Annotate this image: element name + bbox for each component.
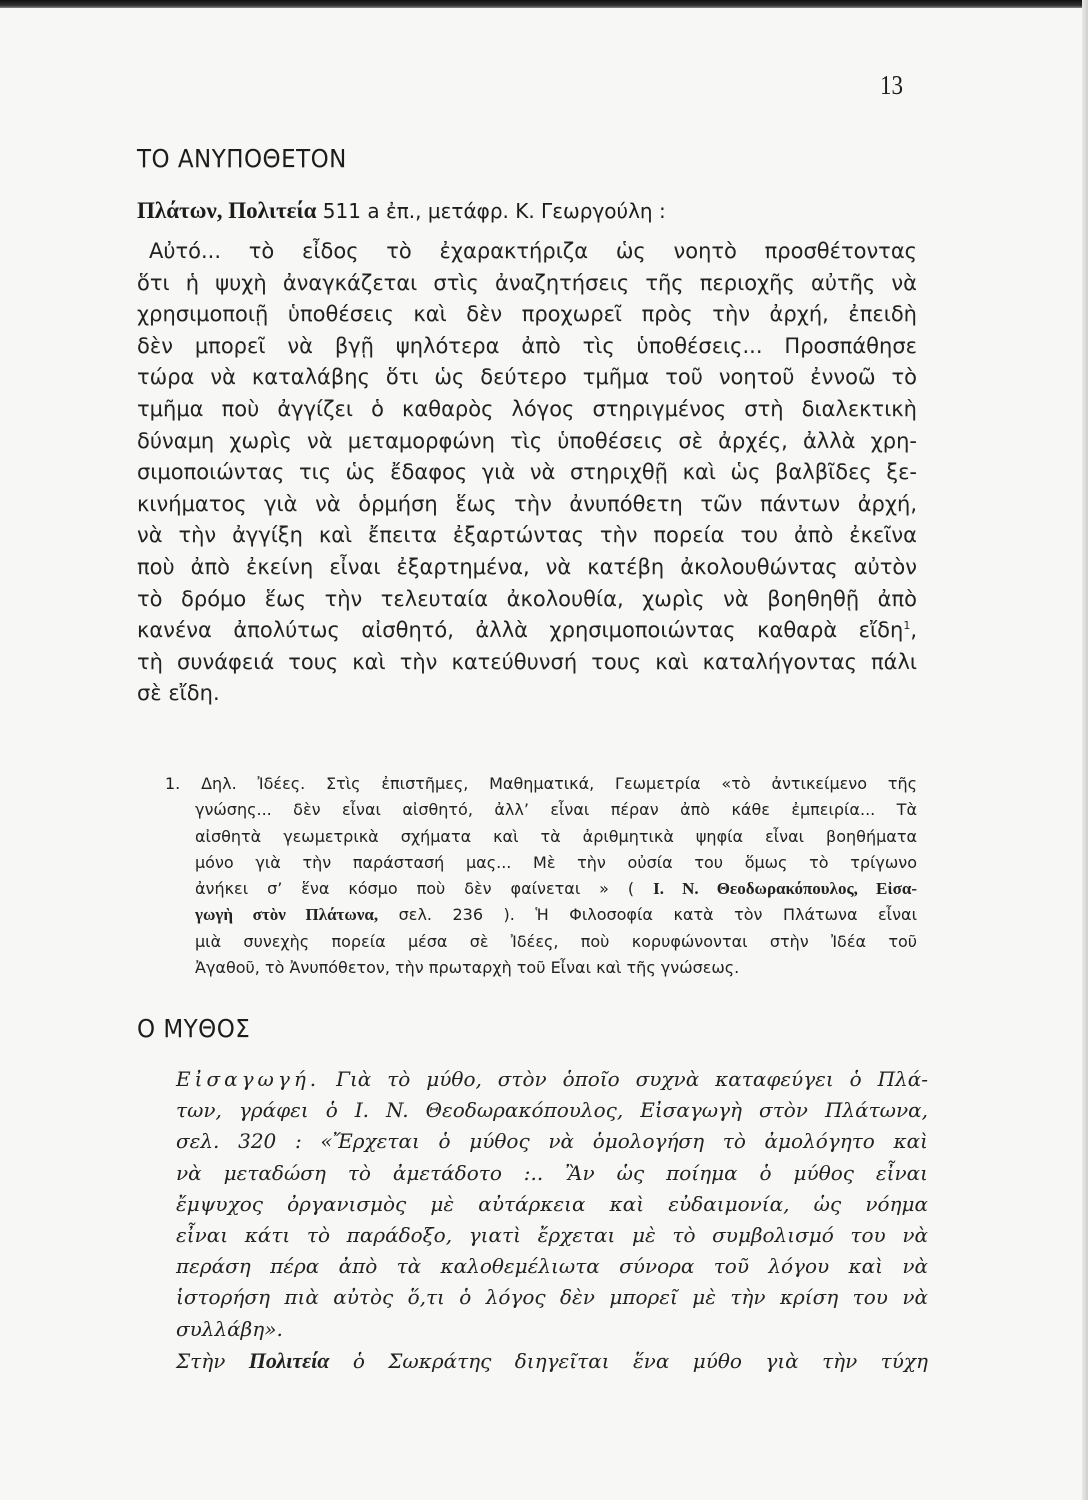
plato-quote xyxy=(137,236,917,710)
footnote-citation-bold: I. N. Θεοδωρακόπουλος, Εἰσα- xyxy=(653,879,917,899)
footnote-1 xyxy=(165,771,917,981)
quote-line: σιμοποιώντας τις ὡς ἔδαφος γιὰ νὰ στηριχθῇ καὶ ὡς βαλβῖδες ξε- xyxy=(137,460,917,485)
footnote-line: 1. Δηλ. Ἰδέες. Στὶς ἐπιστῆμες, Μαθηματικά, Γεωμετρία «τὸ ἀντικείμενο τῆς xyxy=(165,774,917,793)
quote-line: κινήματος γιὰ νὰ ὁρμήση ἕως τὴν ἀνυπόθετη τῶν πάντων ἀρχή, xyxy=(137,491,917,516)
source-reference: 511 a ἐπ., μετάφρ. Κ. Γεωργούλη : xyxy=(316,199,666,223)
footnote-line: γνώσης... δὲν εἶναι αἰσθητό, ἀλλ’ εἶναι πέραν ἀπὸ κάθε ἐμπειρία... Τὰ xyxy=(195,800,917,820)
quote-line: δύναμη χωρὶς νὰ μεταμορφώνη τὶς ὑποθέσεις σὲ ἀρχές, ἀλλὰ χρη- xyxy=(137,428,917,453)
quote-punct: , xyxy=(910,618,917,643)
footnote-citation-bold: γωγὴ στὸν Πλάτωνα, xyxy=(195,905,379,925)
footnote-text: σελ. 236 ). Ἡ Φιλοσοφία κατὰ τὸν Πλάτωνα εἶναι xyxy=(378,905,917,925)
quote-line: χρησιμοποιῇ ὑποθέσεις καὶ δὲν προχωρεῖ πρὸς τὴν ἀρχή, ἐπειδὴ xyxy=(137,302,917,327)
myth-text: ὁ Σωκράτης διηγεῖται ἕνα μύθο γιὰ τὴν τύχη xyxy=(329,1348,929,1373)
myth-line: των, γράφει ὁ I. N. Θεοδωρακόπουλος, Εἰσαγωγὴ στὸν Πλάτωνα, xyxy=(176,1098,928,1123)
myth-line: σελ. 320 : «Ἔρχεται ὁ μύθος νὰ ὁμολογήση τὸ ἀμολόγητο καὶ xyxy=(176,1129,928,1154)
section-heading-mythos: Ο ΜΥΘΟΣ xyxy=(137,1014,251,1043)
quote-line xyxy=(137,615,917,647)
footnote-line: αἰσθητὰ γεωμετρικὰ σχήματα καὶ τὰ ἀριθμητικὰ ψηφία εἶναι βοηθήματα xyxy=(195,826,917,846)
quote-line: δὲν μπορεῖ νὰ βγῇ ψηλότερα ἀπὸ τὶς ὑποθέσεις... Προσπάθησε xyxy=(137,333,917,358)
myth-line xyxy=(176,1064,928,1095)
work-title-bold: Πολιτεία xyxy=(248,1347,330,1373)
myth-line: περάση πέρα ἀπὸ τὰ καλοθεμέλιωτα σύνορα τοῦ λόγου καὶ νὰ xyxy=(176,1254,928,1279)
footnote-line xyxy=(165,876,917,902)
intro-label: Εἰσαγωγή. xyxy=(176,1067,321,1091)
myth-line: νὰ μεταδώση τὸ ἀμετάδοτο :.. Ἂν ὡς ποίημα ὁ μύθος εἶναι xyxy=(176,1160,928,1185)
footnote-line: μιὰ συνεχὴς πορεία μέσα σὲ Ἰδέες, ποὺ κορυφώνονται στὴν Ἰδέα τοῦ xyxy=(195,931,917,951)
footnote-line xyxy=(165,902,917,928)
myth-text: Στὴν xyxy=(176,1348,249,1373)
myth-text: Γιὰ τὸ μύθο, στὸν ὁποῖο συχνὰ καταφεύγει ὁ Πλά- xyxy=(320,1067,928,1091)
myth-line xyxy=(176,1345,928,1376)
quote-line: τώρα νὰ καταλάβης ὅτι ὡς δεύτερο τμῆμα τοῦ νοητοῦ ἐννοῶ τὸ xyxy=(137,365,917,390)
quote-line: τμῆμα ποὺ ἀγγίζει ὁ καθαρὸς λόγος στηριγμένος στὴ διαλεκτικὴ xyxy=(137,396,917,421)
quote-line: Αὐτό... τὸ εἶδος τὸ ἐχαρακτήριζα ὡς νοητὸ προσθέτοντας xyxy=(149,239,917,263)
footnote-line: Ἀγαθοῦ, τὸ Ἀνυπόθετον, τὴν πρωταρχὴ τοῦ Εἶναι καὶ τῆς γνώσεως. xyxy=(195,958,740,978)
quote-line: νὰ τὴν ἀγγίξη καὶ ἔπειτα ἐξαρτώντας τὴν πορεία του ἀπὸ ἐκεῖνα xyxy=(137,523,917,548)
myth-line: ἱστορήση πιὰ αὐτὸς ὅ,τι ὁ λόγος δὲν μπορεῖ μὲ τὴν κρίση του νὰ xyxy=(176,1285,928,1310)
source-author-work: Πλάτων, Πολιτεία xyxy=(137,198,317,223)
section-heading-anypotheton: ΤΟ ΑΝΥΠΟΘΕΤΟΝ xyxy=(137,144,347,173)
source-citation xyxy=(137,198,666,224)
footnote-text: ἀνήκει σ’ ἕνα κόσμο ποὺ δὲν φαίνεται » ( xyxy=(195,879,654,899)
quote-line: ὅτι ἡ ψυχὴ ἀναγκάζεται στὶς ἀναζητήσεις τῆς περιοχῆς αὐτῆς νὰ xyxy=(137,270,917,295)
quote-line: ποὺ ἀπὸ ἐκείνη εἶναι ἐξαρτημένα, νὰ κατέβη ἀκολουθώντας αὐτὸν xyxy=(137,554,917,579)
quote-line: τὴ συνάφειά τους καὶ τὴν κατεύθυνσή τους καὶ καταλήγοντας πάλι xyxy=(137,649,917,674)
footnote-line: μόνο γιὰ τὴν παράστασή μας... Μὲ τὴν οὐσία του ὅμως τὸ τρίγωνο xyxy=(195,852,917,872)
scan-right-edge xyxy=(1082,0,1088,1500)
quote-line: τὸ δρόμο ἕως τὴν τελευταία ἀκολουθία, χωρὶς νὰ βοηθηθῇ ἀπὸ xyxy=(137,586,917,611)
myth-introduction xyxy=(176,1064,928,1376)
page-number: 13 xyxy=(880,70,903,100)
quote-line: σὲ εἴδη. xyxy=(137,681,220,706)
footnote-marker[interactable]: 1 xyxy=(903,619,911,633)
scan-top-edge xyxy=(0,0,1088,8)
myth-line: συλλάβη». xyxy=(176,1316,283,1341)
myth-line: εἶναι κάτι τὸ παράδοξο, γιατὶ ἔρχεται μὲ τὸ συμβολισμό του νὰ xyxy=(176,1222,928,1247)
myth-line: ἔμψυχος ὀργανισμὸς μὲ αὐτάρκεια καὶ εὐδαιμονία, ὡς νόημα xyxy=(176,1191,928,1216)
quote-line-text: κανένα ἀπολύτως αἰσθητό, ἀλλὰ χρησιμοποιώντας καθαρὰ εἴδη xyxy=(137,618,904,643)
